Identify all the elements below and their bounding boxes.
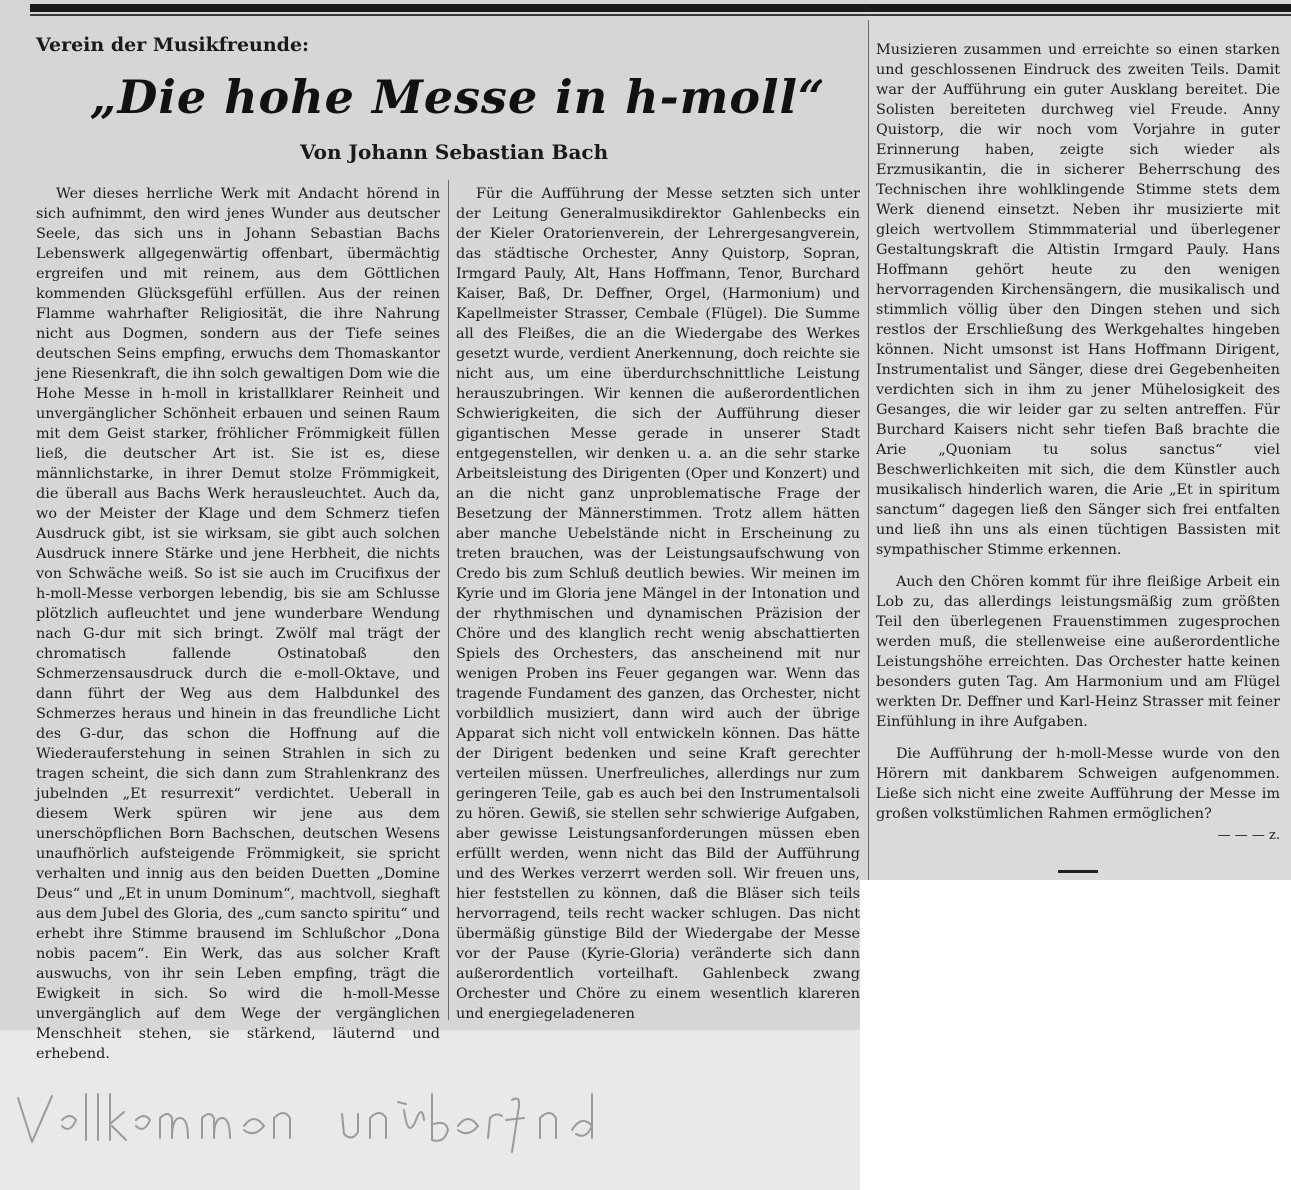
article-kicker: Verein der Musikfreunde: [36, 34, 310, 56]
closing-rule [1058, 870, 1098, 873]
column-3-paragraph-1: Musizieren zusammen und erreichte so einen starken und geschlossenen Eindruck des zweiten Teils. Damit war der Aufführung ein guter Ausklang bereitet. Die Solisten bereiteten durchweg viel Freude. Anny Quistorp, die wir noch vom Vorjahre in guter Erinnerung haben, zeigte sich wieder als Erzmusikantin, die in sicherer Beherrschung des Technischen ihre wohlklingende Stimme stets dem Werk dienend einsetzt. Neben ihr musizierte mit gleich wertvollem Stimmmaterial und überlegener Gestaltungskraft die Altistin Irmgard Pauly. Hans Hoffmann gehört heute zu den wenigen hervorragenden Kirchensängern, die musikalisch und stimmlich völlig über den Dingen stehen und sich restlos der Erschließung des Werkgehaltes hingeben können. Nicht umsonst ist Hans Hoffmann Dirigent, Instrumentalist und Sänger, diese drei Gegebenheiten verdichten sich in ihm zu jener Mühelosigkeit des Gesanges, die wir leider gar zu selten antreffen. Für Burchard Kaisers nicht sehr tiefen Baß brachte die Arie „Quoniam tu solus sanctus“ viel Beschwerlichkeiten mit sich, die dem Künstler auch musikalisch hinderlich waren, die Arie „Et in spiritum sanctum“ dagegen ließ den Sänger sich frei entfalten und ließ ihn uns als einen tüchtigen Bassisten mit sympathischer Stimme erkennen. [876, 42, 1280, 558]
article-column-3 [876, 40, 1280, 872]
article-headline: „Die hohe Messe in h-moll“ [90, 70, 826, 124]
author-signature: — — — z. [1217, 828, 1280, 843]
column-3-paragraph-3: Die Aufführung der h-moll-Messe wurde von den Hörern mit dankbarem Schweigen aufgenommen. Ließe sich nicht eine zweite Aufführung der Messe im großen volkstümlichen Rahmen ermöglichen? [876, 746, 1280, 822]
backing-paper-right [860, 880, 1291, 1190]
top-rule-thin [30, 14, 1291, 16]
handwritten-note [12, 1090, 632, 1160]
column-2-text: Für die Aufführung der Messe setzten sich unter der Leitung Generalmusikdirektor Gahlenbecks ein der Kieler Oratorienverein, der Lehrergesangverein, das städtische Orchester, Anny Quistorp, Sopran, Irmgard Pauly, Alt, Hans Hoffmann, Tenor, Burchard Kaiser, Baß, Dr. Deffner, Orgel, (Harmonium) und Kapellmeister Strasser, Cembale (Flügel). Die Summe all des Fleißes, die an die Wiedergabe des Werkes gesetzt wurde, verdient Anerkennung, doch reichte sie nicht aus, um eine überdurchschnittliche Leistung herauszubringen. Wir kennen die außerordentlichen Schwierigkeiten, die sich der Aufführung dieser gigantischen Messe gerade in unserer Stadt entgegenstellen, wir denken u. a. an die sehr starke Arbeitsleistung des Dirigenten (Oper und Konzert) und an die nicht ganz unproblematische Frage der Besetzung der Männerstimmen. Trotz allem hätten aber manche Uebelstände nicht in Erscheinung zu treten brauchen, was der Leistungsaufschwung von Credo bis zum Schluß deutlich bewies. Wir meinen im Kyrie und im Gloria jene Mängel in der Intonation und der rhythmischen und dynamischen Präzision der Chöre und des klanglich recht wenig abschattierten Spiels des Orchesters, das anscheinend mit nur wenigen Proben ins Feuer gegangen war. Wenn das tragende Fundament des ganzen, das Orchester, nicht vorbildlich musiziert, dann wird auch der übrige Apparat sich nicht voll entwickeln können. Das hätte der Dirigent bedenken und seine Kraft gerechter verteilen müssen. Unerfreuliches, allerdings nur zum geringeren Teile, gab es auch bei den Instrumentalsoli zu hören. Gewiß, sie stellen sehr schwierige Aufgaben, aber gewisse Leistungsanforderungen müssen eben erfüllt werden, wenn nicht das Bild der Aufführung und des Werkes verzerrt werden soll. Wir freuen uns, hier feststellen zu können, daß die Bläser sich teils hervorragend, teils recht wacker schlugen. Das nicht übermäßig günstige Bild der Wiedergabe der Messe vor der Pause (Kyrie-Gloria) veränderte sich dann außerordentlich vorteilhaft. Gahlenbeck zwang Orchester und Chöre zu einem wesentlich klareren und energiegeladeneren [456, 186, 860, 1022]
article-column-1 [36, 184, 440, 1062]
column-1-text: Wer dieses herrliche Werk mit Andacht hörend in sich aufnimmt, den wird jenes Wunder aus deutscher Seele, das sich uns in Johann Sebastian Bachs Lebenswerk allgegenwärtig offenbart, übermächtig ergreifen und mit reinem, aus dem Göttlichen kommenden Glücksgefühl erfüllen. Aus der reinen Flamme wahrhafter Religiosität, die ihre Nahrung nicht aus Dogmen, sondern aus der Tiefe seines deutschen Seins empfing, erwuchs dem Thomaskantor jene Riesenkraft, die ihn solch gewaltigen Dom wie die Hohe Messe in h-moll in kristallklarer Reinheit und unvergänglicher Schönheit erbauen und seinen Raum mit dem Geist starker, fröhlicher Frömmigkeit füllen ließ, die deutscher Art ist. Sie ist es, diese männlichstarke, in ihrer Demut stolze Frömmigkeit, die überall aus Bachs Werk herausleuchtet. Auch da, wo der Meister der Klage und dem Schmerz tiefen Ausdruck gibt, ist sie wirksam, sie gibt auch solchen Ausdruck innere Stärke und jene Herbheit, die nichts von Schwäche weiß. So ist sie auch im Crucifixus der h-moll-Messe verborgen lebendig, bis sie am Schlusse plötzlich aufleuchtet und jene wunderbare Wendung nach G-dur mit sich bringt. Zwölf mal trägt der chromatisch fallende Ostinatobaß den Schmerzensausdruck durch die e-moll-Oktave, und dann führt der Weg aus dem Halbdunkel des Schmerzes heraus und hinein in das freundliche Licht des G-dur, das schon die Hoffnung auf die Wiederauferstehung in seinen Strahlen in sich zu tragen scheint, die sich dann zum Strahlenkranz des jubelnden „Et resurrexit“ verdichtet. Ueberall in diesem Werk spüren wir jene aus dem unerschöpflichen Born Bachschen, deutschen Wesens unaufhörlich aufsteigende Frömmigkeit, sie spricht verhalten und innig aus den beiden Duetten „Domine Deus“ und „Et in unum Dominum“, machtvoll, sieghaft aus dem Jubel des Gloria, des „cum sancto spiritu“ und erhebt ihre Stimme brausend im Schlußchor „Dona nobis pacem“. Ein Werk, das aus solcher Kraft auswuchs, von ihr sein Leben empfing, trägt die Ewigkeit in sich. So wird die h-moll-Messe unvergänglich auf dem Wege der vergänglichen Menschheit stehen, sie stärkend, läuternd und erhebend. [36, 186, 440, 1062]
top-rule [30, 4, 1291, 12]
column-3-paragraph-2: Auch den Chören kommt für ihre fleißige Arbeit ein Lob zu, das allerdings leistungsmäßig zum größten Teil den überlegenen Frauenstimmen zugesprochen werden muß, die stellenweise eine außerordentliche Leistungshöhe erreichten. Das Orchester hatte keinen besonders guten Tag. Am Harmonium und am Flügel werkten Dr. Deffner und Karl-Heinz Strasser mit feiner Einfühlung in ihre Aufgaben. [876, 574, 1280, 730]
article-byline: Von Johann Sebastian Bach [300, 140, 609, 164]
article-column-2 [456, 184, 860, 1032]
column-divider [868, 20, 869, 880]
column-divider [448, 180, 449, 1020]
